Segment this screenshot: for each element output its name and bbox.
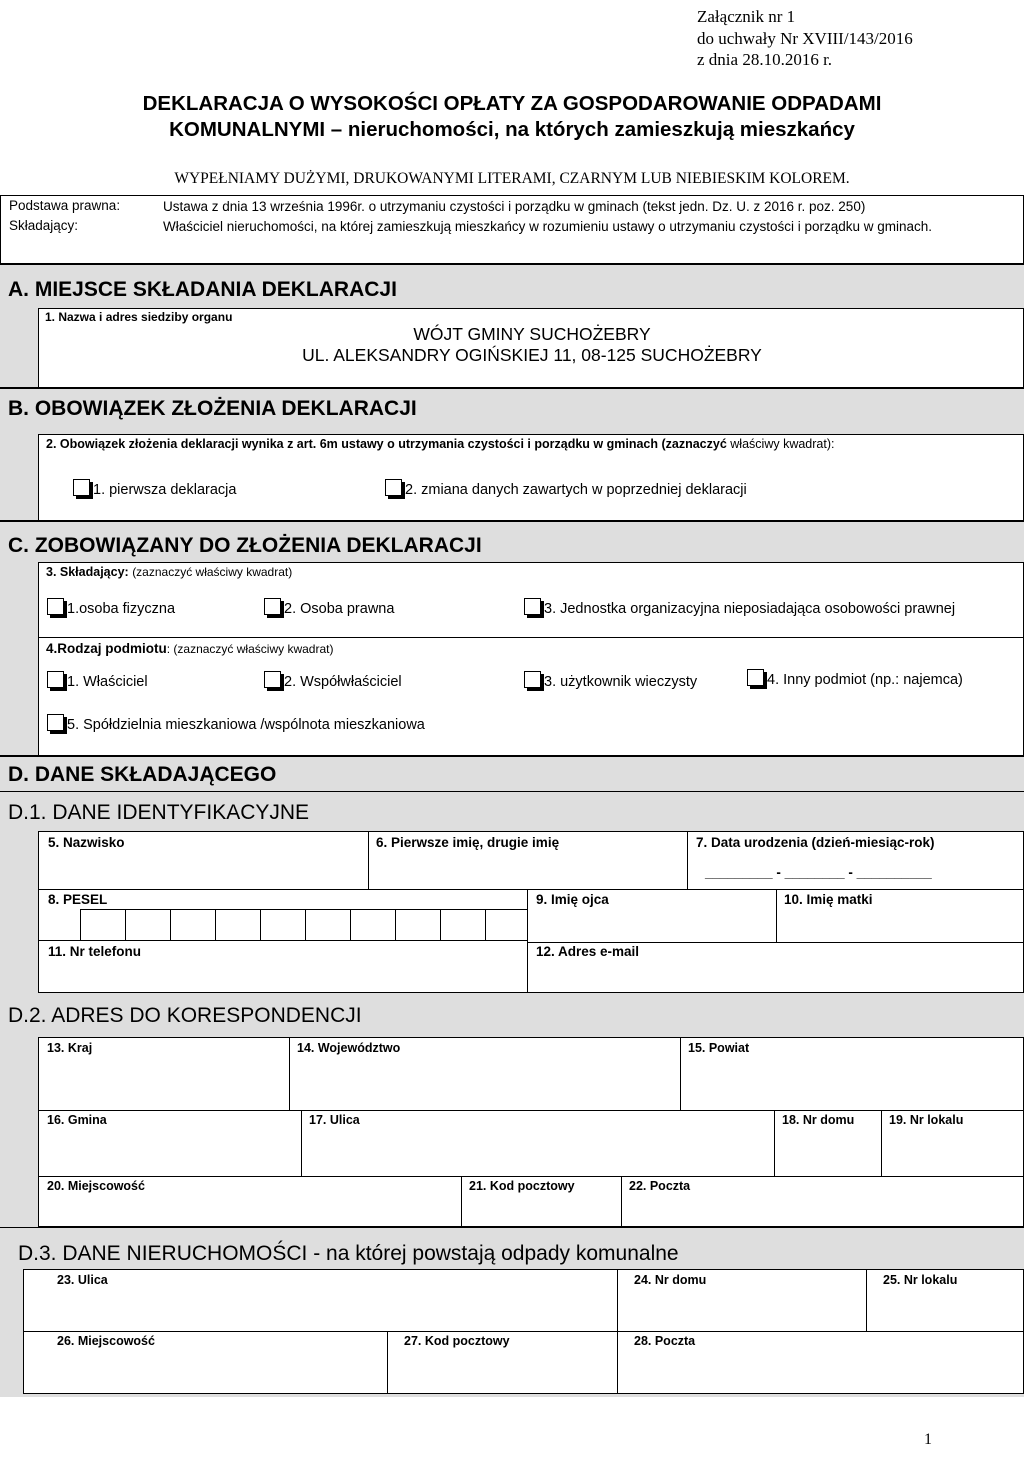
entity-type-hint: : (zaznaczyć właściwy kwadrat) (166, 642, 334, 656)
property-street-label: 23. Ulica (57, 1273, 108, 1287)
checkbox-icon[interactable] (73, 479, 90, 496)
email-label: 12. Adres e-mail (536, 944, 640, 959)
municipality-label: 16. Gmina (47, 1113, 107, 1127)
identification-table (38, 831, 1024, 993)
option-natural-person[interactable]: 1.osoba fizyczna (47, 598, 175, 617)
section-b-heading: B. OBOWIĄZEK ZŁOŻENIA DEKLARACJI (8, 397, 417, 420)
country-field[interactable] (39, 1038, 289, 1110)
street-field[interactable] (301, 1110, 774, 1176)
filer-text: Właściciel nieruchomości, na której zamieszkują mieszkańcy w rozumieniu ustawy o utrzymaniu czystości i porządku w gminach. (163, 219, 933, 234)
checkbox-icon[interactable] (264, 598, 281, 615)
postal-code-field[interactable] (461, 1176, 621, 1227)
option-legal-person[interactable]: 2. Osoba prawna (264, 598, 394, 617)
title-line2: KOMUNALNYMI – nieruchomości, na których zamieszkują mieszkańcy (169, 118, 855, 141)
first-names-field[interactable] (368, 832, 687, 889)
surname-field[interactable] (39, 832, 368, 889)
house-number-field[interactable] (774, 1110, 881, 1176)
option-housing-cooperative[interactable]: 5. Spółdzielnia mieszkaniowa /wspólnota mieszkaniowa (47, 714, 425, 733)
phone-field[interactable] (39, 940, 527, 993)
option-other-entity[interactable]: 4. Inny podmiot (np.: najemca) (747, 669, 963, 688)
checkbox-icon[interactable] (47, 671, 64, 688)
surname-label: 5. Nazwisko (48, 835, 125, 850)
annex-line1: Załącznik nr 1 (697, 7, 796, 26)
legal-basis-text: Ustawa z dnia 13 września 1996r. o utrzymaniu czystości i porządku w gminach (tekst jedn. Dz. U. z 2016 r. poz. 250) (163, 199, 866, 214)
post-office-label: 22. Poczta (629, 1179, 691, 1193)
obligation-label-tail: właściwy kwadrat): (730, 437, 835, 451)
property-street-field[interactable] (24, 1270, 617, 1331)
first-names-label: 6. Pierwsze imię, drugie imię (376, 835, 560, 850)
section-a (0, 263, 1024, 389)
checkbox-icon[interactable] (47, 714, 64, 731)
entity-type-label (46, 641, 333, 656)
property-postal-code-field[interactable] (387, 1331, 617, 1394)
section-a-heading: A. MIEJSCE SKŁADANIA DEKLARACJI (8, 278, 397, 301)
fill-instruction: WYPEŁNIAMY DUŻYMI, DRUKOWANYMI LITERAMI, CZARNYM LUB NIEBIESKIM KOLOREM. (174, 170, 850, 187)
father-name-label: 9. Imię ojca (536, 892, 609, 907)
property-address-table (23, 1269, 1024, 1394)
obligation-label (46, 437, 834, 451)
d2-heading: D.2. ADRES DO KORESPONDENCJI (8, 1004, 362, 1027)
district-label: 15. Powiat (688, 1041, 750, 1055)
property-house-number-field[interactable] (617, 1270, 866, 1331)
property-apartment-field[interactable] (866, 1270, 1023, 1331)
country-label: 13. Kraj (47, 1041, 93, 1055)
section-b (0, 387, 1024, 522)
mother-name-label: 10. Imię matki (784, 892, 873, 907)
property-apartment-label: 25. Nr lokalu (883, 1273, 958, 1287)
divider (0, 1227, 1024, 1228)
property-post-office-field[interactable] (617, 1331, 1023, 1394)
property-postal-code-label: 27. Kod pocztowy (404, 1334, 510, 1348)
checkbox-icon[interactable] (385, 479, 402, 496)
house-number-label: 18. Nr domu (782, 1113, 855, 1127)
annex-line3: z dnia 28.10.2016 r. (697, 50, 833, 69)
d3-heading: D.3. DANE NIERUCHOMOŚCI - na której powstają odpady komunalne (18, 1242, 679, 1265)
post-office-field[interactable] (621, 1176, 1023, 1227)
apartment-number-field[interactable] (881, 1110, 1023, 1176)
property-locality-label: 26. Miejscowość (57, 1334, 155, 1348)
birth-date-field[interactable]: _________ - ________ - __________ (705, 865, 932, 880)
checkbox-icon[interactable] (747, 669, 764, 686)
document-title (0, 91, 1024, 143)
correspondence-address-table (38, 1037, 1024, 1227)
org-name-field[interactable] (38, 308, 1024, 388)
annex-header (697, 6, 913, 71)
option-perpetual-user[interactable]: 3. użytkownik wieczysty (524, 671, 697, 690)
page-number: 1 (924, 1431, 932, 1448)
filer-label: Składający: (9, 218, 79, 233)
org-name-label: 1. Nazwa i adres siedziby organu (45, 310, 233, 324)
option-first-declaration[interactable]: 1. pierwsza deklaracja (73, 479, 236, 498)
pesel-label: 8. PESEL (48, 892, 108, 907)
checkbox-icon[interactable] (47, 598, 64, 615)
filer-type-box (38, 562, 1024, 757)
checkbox-icon[interactable] (524, 671, 541, 688)
phone-label: 11. Nr telefonu (48, 944, 142, 959)
checkbox-icon[interactable] (264, 671, 281, 688)
street-label: 17. Ulica (309, 1113, 360, 1127)
filer-type-hint: (zaznaczyć właściwy kwadrat) (132, 565, 293, 579)
birth-date-label: 7. Data urodzenia (dzień-miesiąc-rok) (696, 835, 935, 850)
divider (39, 637, 1023, 638)
section-d-heading: D. DANE SKŁADAJĄCEGO (8, 763, 277, 786)
annex-line2: do uchwały Nr XVIII/143/2016 (697, 28, 913, 48)
checkbox-icon[interactable] (524, 598, 541, 615)
section-d (0, 755, 1024, 1397)
property-house-number-label: 24. Nr domu (634, 1273, 707, 1287)
postal-code-label: 21. Kod pocztowy (469, 1179, 575, 1193)
filer-type-label (46, 565, 292, 579)
section-c-heading: C. ZOBOWIĄZANY DO ZŁOŻENIA DEKLARACJI (8, 534, 482, 557)
org-line1: WÓJT GMINY SUCHOŻEBRY (413, 324, 651, 344)
legal-basis-label: Podstawa prawna: (9, 198, 121, 213)
option-owner[interactable]: 1. Właściciel (47, 671, 148, 690)
filer-type-label-main: 3. Składający: (46, 565, 129, 579)
divider (0, 791, 1024, 792)
mother-name-field[interactable] (776, 889, 1023, 942)
property-post-office-label: 28. Poczta (634, 1334, 696, 1348)
voivodeship-label: 14. Województwo (297, 1041, 401, 1055)
father-name-field[interactable] (527, 889, 776, 942)
option-co-owner[interactable]: 2. Współwłaściciel (264, 671, 402, 690)
section-c (0, 520, 1024, 757)
obligation-label-main: 2. Obowiązek złożenia deklaracji wynika z art. 6m ustawy o utrzymania czystości i porządku w gminach (zaznaczyć (46, 437, 727, 451)
obligation-field (38, 434, 1024, 521)
locality-field[interactable] (39, 1176, 461, 1227)
option-organizational-unit[interactable]: 3. Jednostka organizacyjna nieposiadająca osobowości prawnej (524, 598, 955, 617)
property-locality-field[interactable] (24, 1331, 387, 1394)
municipality-field[interactable] (39, 1110, 301, 1176)
org-line2: UL. ALEKSANDRY OGIŃSKIEJ 11, 08-125 SUCHOŻEBRY (302, 345, 762, 365)
d1-heading: D.1. DANE IDENTYFIKACYJNE (8, 801, 310, 824)
entity-type-label-main: 4.Rodzaj podmiotu (46, 641, 167, 656)
option-data-change[interactable]: 2. zmiana danych zawartych w poprzedniej deklaracji (385, 479, 747, 498)
legal-basis-box (0, 195, 1024, 264)
locality-label: 20. Miejscowość (47, 1179, 145, 1193)
email-field[interactable] (527, 942, 1023, 993)
pesel-cells[interactable] (80, 909, 527, 940)
org-address (39, 324, 1024, 366)
district-field[interactable] (680, 1038, 1023, 1110)
apartment-number-label: 19. Nr lokalu (889, 1113, 964, 1127)
voivodeship-field[interactable] (289, 1038, 680, 1110)
title-line1: DEKLARACJA O WYSOKOŚCI OPŁATY ZA GOSPODAROWANIE ODPADAMI (142, 92, 882, 115)
